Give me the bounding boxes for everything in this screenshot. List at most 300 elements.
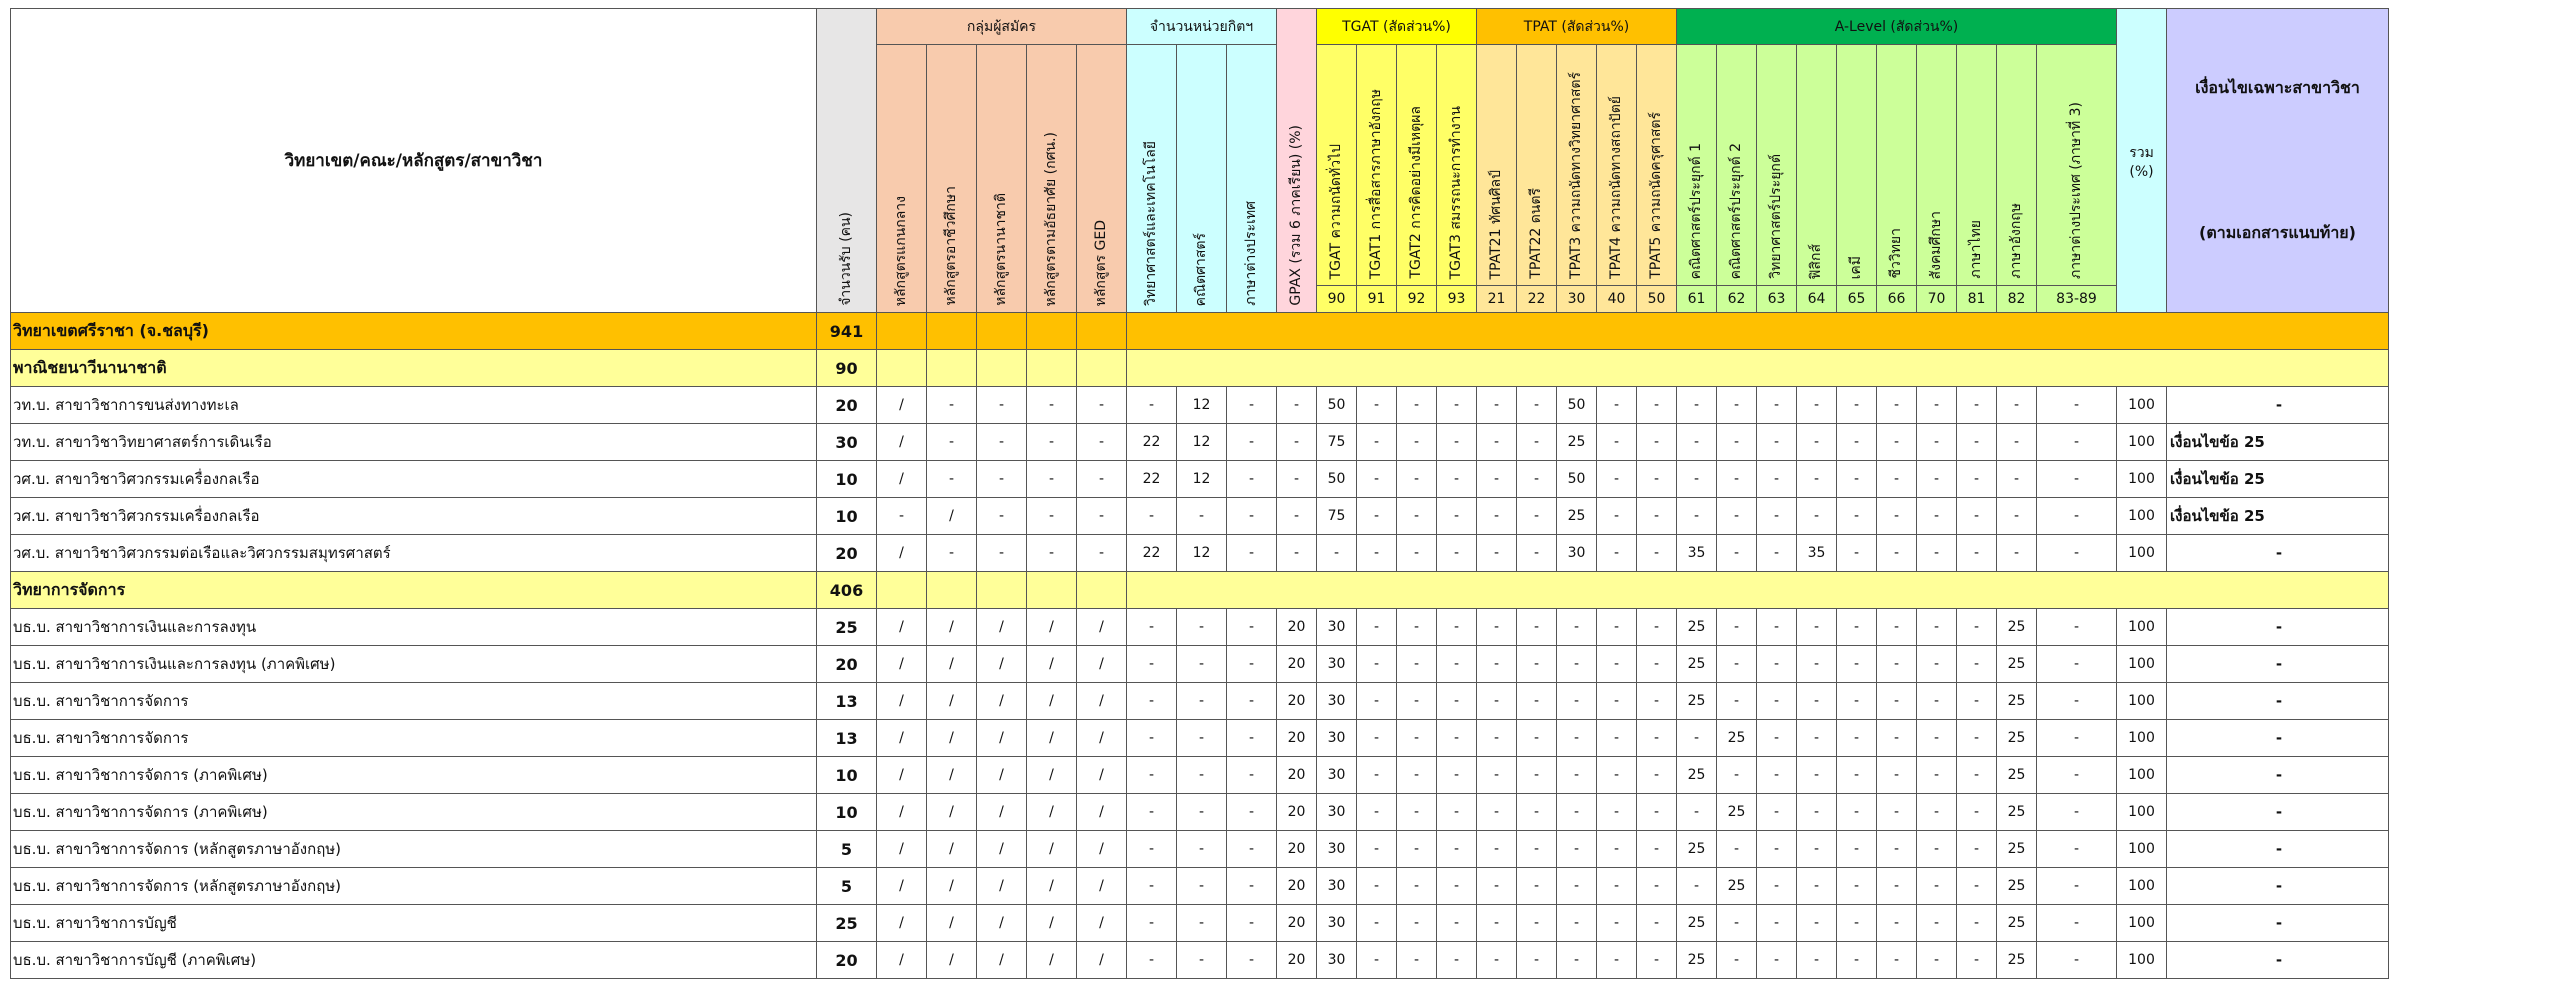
tpat-col-header-label: TPAT21 ทัศนศิลป์ [1487,169,1504,279]
credit-cell: - [1227,794,1277,831]
alevel-cell: - [2037,683,2117,720]
gpax-cell: - [1277,387,1317,424]
gpax-cell: 20 [1277,794,1317,831]
name-column-header: วิทยาเขต/คณะ/หลักสูตร/สาขาวิชา [11,9,817,313]
program-quota: 13 [817,683,877,720]
total-col-line2: (%) [2129,163,2154,180]
tgat-cell: 30 [1317,720,1357,757]
applicant-cell: / [877,757,927,794]
alevel-cell: - [1877,942,1917,979]
table-row [11,609,2389,646]
tgat-cell: - [1437,461,1477,498]
table-row [11,424,2389,461]
tpat-cell: - [1637,535,1677,572]
alevel-cell: 25 [1677,905,1717,942]
alevel-cell: 25 [1997,794,2037,831]
alevel-cell: - [1917,535,1957,572]
alevel-cell: - [1677,424,1717,461]
credit-cell: - [1127,868,1177,905]
gpax-cell: 20 [1277,905,1317,942]
alevel-cell: - [1837,461,1877,498]
condition-cell: - [2167,794,2389,831]
table-row [11,831,2389,868]
total-cell: 100 [2117,757,2167,794]
tgat-cell: - [1357,905,1397,942]
section-quota: 90 [817,350,877,387]
alevel-cell: - [1757,387,1797,424]
alevel-cell: 25 [1997,905,2037,942]
tpat-cell: - [1517,757,1557,794]
tgat-cell: - [1357,757,1397,794]
tgat-cell: - [1357,942,1397,979]
blank-cell [1027,313,1077,350]
alevel-cell: - [1877,461,1917,498]
alevel-cell: - [1917,794,1957,831]
credit-cell: - [1227,683,1277,720]
gpax-column-label: GPAX (รวม 6 ภาคเรียน) (%) [1287,125,1304,306]
alevel-cell: - [1957,868,1997,905]
program-quota: 25 [817,609,877,646]
applicant-cell: / [1027,720,1077,757]
applicant-cell: - [1077,498,1127,535]
tpat-cell: 50 [1557,461,1597,498]
applicant-cell: / [1077,942,1127,979]
applicant-cell: / [927,609,977,646]
condition-cell: - [2167,683,2389,720]
tgat-cell: - [1357,831,1397,868]
table-row [11,757,2389,794]
applicant-cell: / [1077,646,1127,683]
applicant-col-header-label: หลักสูตรตามอัธยาศัย (กศน.) [1042,131,1059,306]
tgat-cell: 30 [1317,905,1357,942]
section-span-cell [1127,572,2389,609]
program-quota: 20 [817,942,877,979]
credit-cell: - [1127,387,1177,424]
alevel-cell: - [1957,942,1997,979]
alevel-code: 83-89 [2037,286,2117,313]
applicant-cell: - [977,387,1027,424]
alevel-cell: - [1797,683,1837,720]
alevel-cell: - [1877,609,1917,646]
tgat-cell: - [1357,868,1397,905]
tgat-cell: - [1437,683,1477,720]
applicant-cell: / [1027,646,1077,683]
applicant-cell: / [877,905,927,942]
applicant-cell: - [1027,424,1077,461]
table-row [11,683,2389,720]
applicant-cell: - [977,461,1027,498]
alevel-col-header-label: ชีววิทยา [1887,228,1904,279]
applicant-cell: / [877,387,927,424]
alevel-cell: - [1797,868,1837,905]
tgat-cell: 30 [1317,831,1357,868]
alevel-col-header [1797,45,1837,286]
applicant-cell: / [927,498,977,535]
admission-table [10,8,2389,979]
gpax-cell: 20 [1277,609,1317,646]
tgat-cell: - [1357,498,1397,535]
alevel-cell: 25 [1717,720,1757,757]
tgat-col-header [1397,45,1437,286]
applicant-cell: / [877,942,927,979]
alevel-cell: - [1757,942,1797,979]
condition-cell: - [2167,535,2389,572]
alevel-cell: - [1837,831,1877,868]
tpat-cell: - [1477,646,1517,683]
tpat-cell: - [1517,831,1557,868]
alevel-cell: - [1837,757,1877,794]
alevel-col-header-label: เคมี [1847,255,1864,279]
alevel-cell: - [2037,461,2117,498]
applicant-cell: / [977,609,1027,646]
condition-cell: - [2167,905,2389,942]
applicant-cell: / [1077,831,1127,868]
program-name: บธ.บ. สาขาวิชาการบัญชี (ภาคพิเศษ) [11,942,817,979]
tpat-cell: - [1517,683,1557,720]
tgat-cell: - [1357,794,1397,831]
applicant-col-header-label: หลักสูตรนานาชาติ [992,193,1009,306]
tpat-cell: - [1557,683,1597,720]
alevel-cell: - [1717,942,1757,979]
alevel-col-header [2037,45,2117,286]
alevel-code: 61 [1677,286,1717,313]
applicant-cell: / [1027,942,1077,979]
applicant-col-header [1027,45,1077,313]
tgat-cell: - [1357,683,1397,720]
alevel-cell: 25 [1677,757,1717,794]
alevel-col-header-label: ภาษาอังกฤษ [2007,203,2024,279]
program-quota: 10 [817,757,877,794]
applicant-cell: / [877,609,927,646]
tgat-cell: 75 [1317,424,1357,461]
tpat-cell: - [1477,720,1517,757]
table-row [11,905,2389,942]
gpax-cell: 20 [1277,831,1317,868]
tpat-cell: - [1477,942,1517,979]
alevel-cell: - [2037,424,2117,461]
tgat-cell: - [1437,868,1477,905]
applicant-cell: / [977,905,1027,942]
credit-cell: - [1227,461,1277,498]
credit-cell: - [1127,646,1177,683]
tpat-cell: - [1597,646,1637,683]
alevel-cell: - [1757,831,1797,868]
alevel-cell: - [2037,868,2117,905]
tgat-cell: - [1437,498,1477,535]
gpax-cell: 20 [1277,720,1317,757]
alevel-cell: - [1757,498,1797,535]
condition-cell: เงื่อนไขข้อ 25 [2167,424,2389,461]
alevel-cell: - [1757,683,1797,720]
applicant-cell: / [1027,757,1077,794]
tpat-cell: - [1477,757,1517,794]
program-name: บธ.บ. สาขาวิชาการจัดการ [11,720,817,757]
tpat-col-header [1637,45,1677,286]
tgat-cell: - [1397,831,1437,868]
tgat-cell: - [1397,683,1437,720]
tpat-col-header-label: TPAT22 ดนตรี [1527,188,1544,279]
alevel-cell: - [2037,794,2117,831]
alevel-cell: - [1957,387,1997,424]
tgat-cell: - [1437,720,1477,757]
tgat-cell: - [1397,424,1437,461]
alevel-cell: - [1877,831,1917,868]
alevel-cell: - [1957,646,1997,683]
faculty-quota: 941 [817,313,877,350]
alevel-cell: - [1717,831,1757,868]
tpat-cell: - [1637,646,1677,683]
applicant-cell: / [927,683,977,720]
alevel-cell: 25 [1997,646,2037,683]
section-name: วิทยาการจัดการ [11,572,817,609]
credit-cell: - [1227,498,1277,535]
alevel-cell: - [1717,498,1757,535]
alevel-cell: - [1917,905,1957,942]
applicant-cell: / [877,868,927,905]
blank-cell [927,572,977,609]
table-row [11,646,2389,683]
alevel-code: 62 [1717,286,1757,313]
gpax-cell: - [1277,461,1317,498]
credit-cell: - [1227,942,1277,979]
alevel-cell: - [1997,461,2037,498]
tgat-cell: - [1437,609,1477,646]
blank-cell [1077,572,1127,609]
table-row [11,794,2389,831]
tpat-cell: - [1637,757,1677,794]
total-cell: 100 [2117,424,2167,461]
credit-cell: - [1227,905,1277,942]
tpat-cell: - [1477,609,1517,646]
tgat-cell: - [1397,646,1437,683]
tpat-cell: - [1477,868,1517,905]
blank-cell [927,313,977,350]
tpat-code: 21 [1477,286,1517,313]
applicant-cell: / [1077,868,1127,905]
program-quota: 20 [817,646,877,683]
tgat-cell: - [1397,905,1437,942]
applicant-cell: / [927,720,977,757]
applicant-col-header-label: หลักสูตร GED [1092,219,1109,306]
gpax-cell: 20 [1277,683,1317,720]
tgat-cell: - [1437,535,1477,572]
alevel-cell: - [2037,646,2117,683]
blank-cell [877,350,927,387]
alevel-cell: 25 [1677,683,1717,720]
alevel-cell: - [1957,461,1997,498]
alevel-cell: - [1757,905,1797,942]
section-quota: 406 [817,572,877,609]
tgat-col-header [1357,45,1397,286]
gpax-cell: 20 [1277,868,1317,905]
credit-cell: - [1127,905,1177,942]
applicant-cell: - [977,424,1027,461]
tgat-cell: - [1437,794,1477,831]
alevel-cell: - [1837,646,1877,683]
total-cell: 100 [2117,609,2167,646]
credit-cell: - [1227,646,1277,683]
tpat-cell: - [1597,498,1637,535]
alevel-cell: - [1757,868,1797,905]
tgat-cell: - [1437,387,1477,424]
credit-cell: - [1177,720,1227,757]
credit-cell: - [1177,757,1227,794]
alevel-cell: - [1797,498,1837,535]
applicant-cell: / [927,794,977,831]
alevel-cell: - [1997,498,2037,535]
credit-cell: - [1127,942,1177,979]
total-cell: 100 [2117,831,2167,868]
applicant-cell: / [877,424,927,461]
alevel-cell: - [1757,757,1797,794]
tgat-cell: 30 [1317,646,1357,683]
alevel-cell: - [1717,683,1757,720]
tpat-cell: 30 [1557,535,1597,572]
alevel-cell: - [1717,646,1757,683]
tgat-cell: - [1437,831,1477,868]
alevel-cell: - [1997,424,2037,461]
alevel-cell: - [2037,498,2117,535]
tpat-cell: - [1637,683,1677,720]
tpat-cell: - [1517,868,1557,905]
applicant-cell: / [1077,683,1127,720]
alevel-cell: - [1957,609,1997,646]
tgat-cell: 30 [1317,868,1357,905]
credit-cell: - [1227,757,1277,794]
tgat-cell: - [1437,942,1477,979]
tpat-cell: - [1637,424,1677,461]
alevel-cell: - [1957,794,1997,831]
gpax-column-header [1277,9,1317,313]
credit-group-header: จำนวนหน่วยกิตฯ [1127,9,1277,45]
gpax-cell: 20 [1277,757,1317,794]
applicant-cell: / [877,683,927,720]
credit-cell: - [1177,942,1227,979]
alevel-cell: - [1837,868,1877,905]
condition-column-header [2167,9,2389,313]
applicant-cell: / [1077,720,1127,757]
alevel-col-header-label: คณิตศาสตร์ประยุกต์ 2 [1727,142,1744,279]
alevel-cell: - [1837,498,1877,535]
alevel-col-header [1837,45,1877,286]
applicant-cell: - [1077,535,1127,572]
tgat-cell: 75 [1317,498,1357,535]
alevel-cell: - [1957,720,1997,757]
credit-cell: - [1227,720,1277,757]
alevel-cell: - [1917,720,1957,757]
tpat-cell: - [1597,387,1637,424]
tpat-cell: - [1557,942,1597,979]
tgat-cell: - [1397,757,1437,794]
tpat-cell: - [1517,498,1557,535]
credit-cell: - [1127,683,1177,720]
alevel-code: 70 [1917,286,1957,313]
credit-col-header-label: วิทยาศาสตร์และเทคโนโลยี [1142,141,1159,306]
applicant-cell: - [977,498,1027,535]
alevel-cell: - [1717,609,1757,646]
alevel-cell: - [1917,461,1957,498]
program-name: บธ.บ. สาขาวิชาการจัดการ (ภาคพิเศษ) [11,757,817,794]
alevel-code: 66 [1877,286,1917,313]
total-cell: 100 [2117,720,2167,757]
alevel-cell: - [1917,942,1957,979]
alevel-cell: - [1957,831,1997,868]
alevel-cell: - [1797,794,1837,831]
credit-cell: - [1227,424,1277,461]
credit-cell: 12 [1177,535,1227,572]
alevel-col-header-label: วิทยาศาสตร์ประยุกต์ [1767,154,1784,279]
alevel-cell: - [1997,387,2037,424]
alevel-cell: - [1917,498,1957,535]
quota-column-header [817,9,877,313]
alevel-cell: - [1837,905,1877,942]
applicant-cell: / [927,831,977,868]
alevel-cell: - [1837,609,1877,646]
alevel-cell: - [1677,498,1717,535]
tgat-cell: - [1397,942,1437,979]
tpat-cell: - [1477,535,1517,572]
program-quota: 5 [817,868,877,905]
total-cell: 100 [2117,794,2167,831]
condition-cell: - [2167,646,2389,683]
condition-cell: - [2167,868,2389,905]
alevel-cell: - [1877,646,1917,683]
alevel-cell: - [1757,424,1797,461]
tgat-cell: - [1357,424,1397,461]
alevel-cell: - [1757,646,1797,683]
tpat-cell: 25 [1557,498,1597,535]
tpat-cell: - [1477,461,1517,498]
alevel-cell: - [1877,905,1917,942]
alevel-cell: - [1797,461,1837,498]
tgat-cell: - [1397,461,1437,498]
applicant-cell: / [877,535,927,572]
tgat-cell: 30 [1317,683,1357,720]
tgat-cell: - [1357,461,1397,498]
alevel-cell: - [2037,905,2117,942]
alevel-code: 65 [1837,286,1877,313]
alevel-code: 64 [1797,286,1837,313]
alevel-cell: 25 [1677,646,1717,683]
applicant-cell: / [977,794,1027,831]
alevel-cell: - [1797,646,1837,683]
applicant-cell: / [1077,757,1127,794]
alevel-cell: - [1837,424,1877,461]
tpat-cell: - [1597,720,1637,757]
tgat-cell: 30 [1317,942,1357,979]
alevel-cell: 25 [1677,609,1717,646]
total-cell: 100 [2117,646,2167,683]
tgat-cell: - [1357,646,1397,683]
alevel-cell: - [1677,720,1717,757]
tgat-code: 91 [1357,286,1397,313]
credit-cell: - [1227,609,1277,646]
applicant-cell: / [977,757,1027,794]
tpat-cell: - [1597,831,1637,868]
alevel-col-header [1717,45,1757,286]
condition-col-line1: เงื่อนไขเฉพาะสาขาวิชา [2195,77,2360,97]
tpat-cell: - [1597,794,1637,831]
alevel-cell: - [1917,831,1957,868]
alevel-cell: - [1797,387,1837,424]
tpat-cell: - [1517,387,1557,424]
alevel-cell: - [1757,461,1797,498]
program-name: บธ.บ. สาขาวิชาการจัดการ (ภาคพิเศษ) [11,794,817,831]
credit-cell: 12 [1177,387,1227,424]
applicant-cell: - [927,535,977,572]
tpat-cell: - [1517,609,1557,646]
blank-cell [977,313,1027,350]
